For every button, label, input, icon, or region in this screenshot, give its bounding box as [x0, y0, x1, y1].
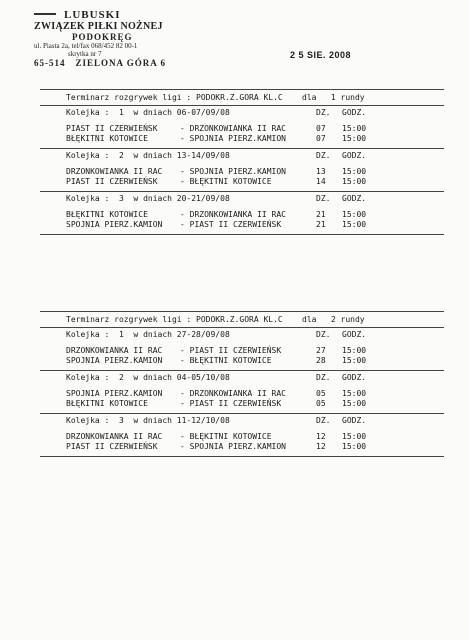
home-team: PIAST II CZERWIEŃSK [66, 124, 158, 133]
matchday [40, 149, 444, 192]
away-team: - DRZONKOWIANKA II RAC [180, 124, 286, 133]
match-row [40, 124, 444, 134]
stamp-address: ul. Piasta 2a, tel/fax 068/452 82 00-1 [34, 42, 138, 50]
stamp-mark [34, 13, 56, 15]
matchday-label [40, 106, 444, 120]
away-team: - BŁĘKITNI KOTOWICE [180, 177, 272, 186]
home-team: SPOJNIA PIERZ.KAMION [66, 389, 163, 398]
match-day: 21 [316, 210, 326, 219]
dz-label: DZ. [316, 108, 331, 117]
match-time: 15:00 [342, 399, 367, 408]
stamp-line-2: ZWIĄZEK PIŁKI NOŻNEJ [34, 21, 163, 32]
home-team: DRZONKOWIANKA II RAC [66, 167, 163, 176]
match-row [40, 210, 444, 220]
home-team: BŁĘKITNI KOTOWICE [66, 399, 148, 408]
away-team: - PIAST II CZERWIEŃSK [180, 220, 282, 229]
match-time: 15:00 [342, 134, 367, 143]
away-team: - SPOJNIA PIERZ.KAMION [180, 167, 286, 176]
matchday-dates: Kolejka : 3 w dniach 20-21/09/08 [66, 194, 230, 203]
home-team: BŁĘKITNI KOTOWICE [66, 134, 148, 143]
match-day: 12 [316, 432, 326, 441]
home-team: SPOJNIA PIERZ.KAMION [66, 220, 163, 229]
away-team: - BŁĘKITNI KOTOWICE [180, 432, 272, 441]
match-day: 07 [316, 134, 326, 143]
match-day: 28 [316, 356, 326, 365]
away-team: - BŁĘKITNI KOTOWICE [180, 356, 272, 365]
match-day: 05 [316, 389, 326, 398]
match-row [40, 177, 444, 187]
stamp-postal: 65-514 [34, 58, 66, 68]
match-day: 14 [316, 177, 326, 186]
matchday-label [40, 149, 444, 163]
match-time: 15:00 [342, 442, 367, 451]
section-header: Terminarz rozgrywek ligi : PODOKR.Z.GORA KL.C dla 1 rundy [40, 89, 444, 106]
dz-label: DZ. [316, 330, 331, 339]
home-team: DRZONKOWIANKA II RAC [66, 346, 163, 355]
godz-label: GODZ. [342, 151, 367, 160]
match-row [40, 356, 444, 366]
away-team: - DRZONKOWIANKA II RAC [180, 389, 286, 398]
match-time: 15:00 [342, 356, 367, 365]
matchday-dates: Kolejka : 1 w dniach 27-28/09/08 [66, 330, 230, 339]
home-team: DRZONKOWIANKA II RAC [66, 432, 163, 441]
match-day: 13 [316, 167, 326, 176]
association-stamp [34, 9, 184, 68]
matchday-label [40, 328, 444, 342]
stamp-line-3: PODOKRĘG [72, 32, 133, 42]
matchday [40, 192, 444, 235]
stamp-city-line [34, 58, 184, 68]
away-team: - PIAST II CZERWIEŃSK [180, 346, 282, 355]
godz-label: GODZ. [342, 373, 367, 382]
match-row [40, 167, 444, 177]
home-team: BŁĘKITNI KOTOWICE [66, 210, 148, 219]
godz-label: GODZ. [342, 194, 367, 203]
away-team: - PIAST II CZERWIEŃSK [180, 399, 282, 408]
match-row [40, 134, 444, 144]
stamp-line-1: LUBUSKI [64, 9, 121, 21]
home-team: PIAST II CZERWIEŃSK [66, 177, 158, 186]
match-row [40, 220, 444, 230]
match-time: 15:00 [342, 389, 367, 398]
schedule-round-1 [40, 89, 444, 235]
match-day: 21 [316, 220, 326, 229]
matchday-dates: Kolejka : 1 w dniach 06-07/09/08 [66, 108, 230, 117]
matchday-dates: Kolejka : 3 w dniach 11-12/10/08 [66, 416, 230, 425]
match-day: 05 [316, 399, 326, 408]
matchday-label [40, 192, 444, 206]
away-team: - DRZONKOWIANKA II RAC [180, 210, 286, 219]
dz-label: DZ. [316, 151, 331, 160]
match-day: 07 [316, 124, 326, 133]
dz-label: DZ. [316, 416, 331, 425]
matchday [40, 106, 444, 149]
match-day: 27 [316, 346, 326, 355]
match-time: 15:00 [342, 432, 367, 441]
matchday-dates: Kolejka : 2 w dniach 13-14/09/08 [66, 151, 230, 160]
matchday-label [40, 371, 444, 385]
dz-label: DZ. [316, 373, 331, 382]
match-time: 15:00 [342, 346, 367, 355]
match-time: 15:00 [342, 210, 367, 219]
date-stamp: 2 5 SIE. 2008 [290, 50, 352, 60]
match-row [40, 389, 444, 399]
match-time: 15:00 [342, 124, 367, 133]
home-team: SPOJNIA PIERZ.KAMION [66, 356, 163, 365]
stamp-mailbox: skrytka nr 7 [68, 50, 102, 58]
match-row [40, 442, 444, 452]
match-day: 12 [316, 442, 326, 451]
matchday [40, 371, 444, 414]
away-team: - SPOJNIA PIERZ.KAMION [180, 442, 286, 451]
away-team: - SPOJNIA PIERZ.KAMION [180, 134, 286, 143]
godz-label: GODZ. [342, 416, 367, 425]
home-team: PIAST II CZERWIEŃSK [66, 442, 158, 451]
section-header: Terminarz rozgrywek ligi : PODOKR.Z.GORA KL.C dla 2 rundy [40, 311, 444, 328]
match-time: 15:00 [342, 167, 367, 176]
dz-label: DZ. [316, 194, 331, 203]
godz-label: GODZ. [342, 108, 367, 117]
stamp-city: ZIELONA GÓRA 6 [75, 58, 167, 68]
schedule-round-2 [40, 311, 444, 457]
match-time: 15:00 [342, 220, 367, 229]
match-row [40, 432, 444, 442]
matchday [40, 414, 444, 457]
match-time: 15:00 [342, 177, 367, 186]
match-row [40, 399, 444, 409]
matchday [40, 328, 444, 371]
matchday-label [40, 414, 444, 428]
godz-label: GODZ. [342, 330, 367, 339]
matchday-dates: Kolejka : 2 w dniach 04-05/10/08 [66, 373, 230, 382]
match-row [40, 346, 444, 356]
